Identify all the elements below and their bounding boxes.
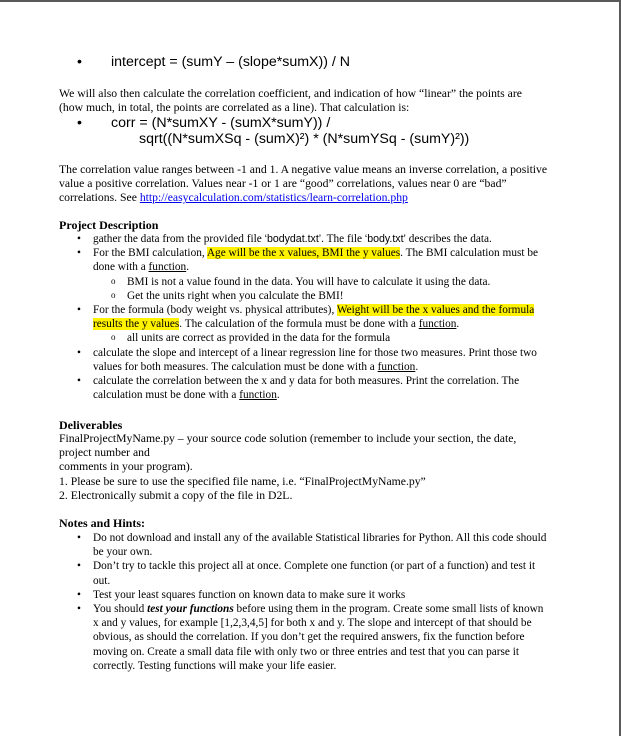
list-item: • Test your least squares function on known data to make sure it works [59,588,551,602]
bullet-icon: • [77,54,82,70]
intro-paragraph: We will also then calculate the correlation coefficient, and indication of how “linear” the points are (how much, in total, the points are correlated as a line). That calculation is: [59,87,522,115]
sub-list [93,331,551,345]
notes-list [59,531,551,673]
deliverables-body: FinalProjectMyName.py – your source code solution (remember to include your section, the date, project number and comments in your program). 1. Please be sure to use the specified file name, i.e. “FinalProjectMyName.py” 2. Electronically submit a copy of the file in D2L. [59,432,517,502]
list-item: • Do not download and install any of the available Statistical libraries for Python. All this code should be your own. [59,531,551,559]
list-item: • You should test your functions before using them in the program. Create some small lists of known x and y values, for example [1,2,3,4,5] for both x and y. The slope and intercept of that should be obvious, as should the correlation. If you don’t get the required answers, fix the function before moving on. Create a small data file with only two or three entries and test that you can parse it correctly. Testing functions will make your life easier. [59,602,551,673]
sub-list-item: o all units are correct as provided in the data for the formula [93,331,551,345]
list-item: • calculate the slope and intercept of a linear regression line for those two measures. Print those two values for both measures. The calculation must be done with a function. [59,346,551,374]
highlight: Age will be the x values, BMI the y values [206,247,401,260]
project-description-heading: Project Description [59,218,159,232]
sub-list-item: o BMI is not a value found in the data. You will have to calculate it using the data. [93,275,551,289]
list-item: • calculate the correlation between the x and y data for both measures. Print the correlation. The calculation must be done with a function. [59,374,551,402]
list-item: • Don’t try to tackle this project all at once. Complete one function (or part of a function) and test it out. [59,559,551,587]
correlation-link[interactable]: http://easycalculation.com/statistics/learn-correlation.php [139,191,408,205]
notes-heading: Notes and Hints: [59,516,146,530]
sub-list-item: o Get the units right when you calculate the BMI! [93,289,551,303]
correlation-explanation: The correlation value ranges between -1 and 1. A negative value means an inverse correlation, a positive value a positive correlation. Values near -1 or 1 are “good” correlations, values near 0 are “bad” correlations. See http://easycalculation.com/statistics/learn-correlation.php [59,163,548,205]
highlight: Weight will be the x values and the formula results the y values [93,304,535,331]
page-top-border [0,0,621,2]
list-item: • gather the data from the provided file ‘bodydat.txt’. The file ‘body.txt’ describes the data. [59,232,551,246]
list-item: • For the BMI calculation, Age will be the x values, BMI the y values. The BMI calculation must be done with a function. o BMI is not a value found in the data. You will have to calculate it using the data. o Get the units right when you calculate the BMI! [59,246,551,303]
project-description-list [59,232,551,402]
sub-list [93,275,551,303]
corr-formula-line2: sqrt((N*sumXSq - (sumX)²) * (N*sumYSq - (sumY)²)) [139,131,470,147]
list-item: • For the formula (body weight vs. physical attributes), Weight will be the x values and the formula results the y values. The calculation of the formula must be done with a function. o all units are correct as provided in the data for the formula [59,303,551,346]
bullet-icon: • [77,115,82,131]
deliverables-heading: Deliverables [59,418,123,432]
